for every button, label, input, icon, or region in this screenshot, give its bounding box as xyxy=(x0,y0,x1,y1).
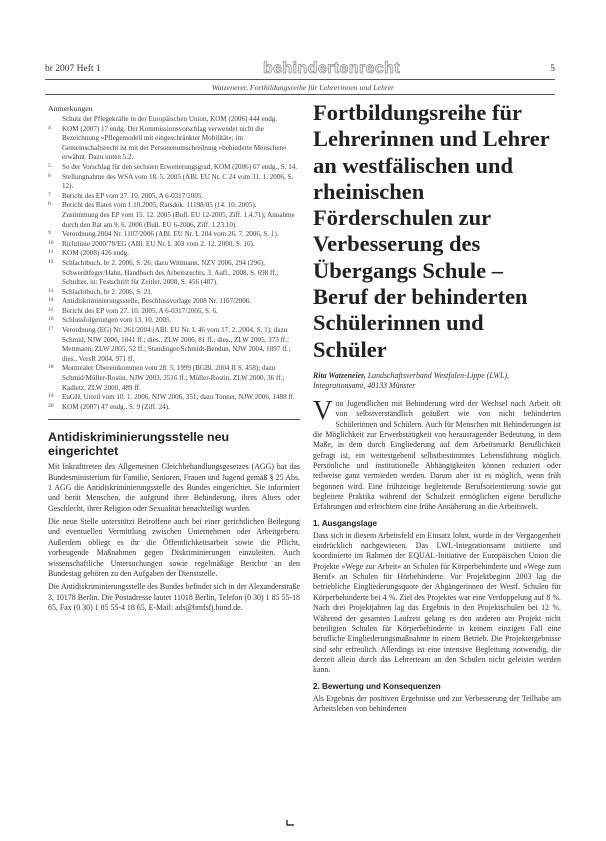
footnote-text: Bericht des Rates vom 1.10.2005, Ratsdok. 11198/05 (14. 10. 2005). xyxy=(62,201,257,210)
footnote-text: Stellungnahme des WSA vom 18. 5. 2005 (ABl. EU Nr. C 24 vom 31. 1. 2006, S. 12). xyxy=(62,172,294,191)
footnote-item xyxy=(48,125,300,163)
end-mark-icon xyxy=(286,820,295,826)
footnote-number: 7 xyxy=(48,191,51,198)
footnote-text: Verordnung 2004 Nr. 1107/2006 (ABl. EU Nr. L 204 vom 26. 7. 2006, S. 1). xyxy=(62,230,279,239)
footnotes-heading: Anmerkungen xyxy=(48,104,93,113)
footnote-item xyxy=(48,259,300,288)
footnote-item xyxy=(48,297,300,307)
author-affiliation: Landschaftsverband Westfalen-Lippe (LWL), Integrationsamt, 48133 Münster xyxy=(313,370,509,390)
page-number: 5 xyxy=(550,64,555,74)
section-title: Antidiskriminierungsstelle neu eingerichtet xyxy=(48,430,230,459)
footnote-number: 5 xyxy=(48,162,51,169)
footnote-number: 14 xyxy=(48,297,54,304)
footnote-item xyxy=(48,326,300,364)
footnote-item xyxy=(48,307,300,317)
footnote-number: 9 xyxy=(48,230,51,237)
footnote-item xyxy=(48,192,300,202)
intro-text: on Jugendlichen mit Behinderung wird der Wechsel nach Arbeit oft von selbstverständlich geäußert wie von nicht behinderten Schülerinnen und Schülern. Auch für Menschen mit Behinderungen ist die Möglichkeit zur Erwerbstätigkeit von herausragender Bedeutung, in dem Maße, in dem durch Eingliederung auf dem Arbeitsmarkt Beruflichkeit gefragt ist, ein weitestgehend selbstbestimmtes Lebensführung möglich. Persönliche und institutionelle Abhängigkeiten können reduziert oder teilweise ganz vermieden werden. Darum aber ist es möglich, wenn früh begonnen wird. Eine frühzeitige begleitende Berufsorientierung sowie gut begleitete Praktika während der Schulzeit ermöglichen eigene berufliche Erfahrungen und erleichtern eine frühe Annäherung an die Arbeitswelt. xyxy=(313,398,561,512)
footnote-number: 19 xyxy=(48,393,54,400)
drop-cap: V xyxy=(313,394,333,425)
footnote-text: Schlachtbuch, br 2. 2006, S. 21. xyxy=(62,287,153,296)
footnote-number: 11 xyxy=(48,249,54,256)
intro-paragraph xyxy=(313,394,561,513)
footnote-number: 10 xyxy=(48,239,54,246)
footnote-item xyxy=(48,211,300,230)
footnote-list xyxy=(48,115,300,412)
subsection-heading: 1. Ausgangslage xyxy=(313,518,378,528)
footnote-item xyxy=(48,115,300,125)
footnote-text: Zustimmung des EP vom 15. 12. 2005 (Bull. EU 12-2005, Ziff. 1.4.71); Annahme durch den Rat am 9. 6. 2006 (Bull. EU 6-2006, Ziff. 1.23.10). xyxy=(62,210,295,229)
body-paragraph: Die neue Stelle unterstützt Betroffene auch bei einer gerichtlichen Beilegung und eventuellen Vermittlung zwischen Unternehmen oder Arbeitgebern. Außerdem obliegt es ihr die Öffentlichkeitsarbeit sowie die Pflicht, vorbeugende Maßnahmen gegen Diskriminierungen einzuleiten. Auch wissenschaftliche Untersuchungen sowie regelmäßige Berichte an den Bundestag gehören zu den Aufgaben der Dienststelle. xyxy=(48,517,300,578)
footnote-item xyxy=(48,288,300,298)
issue-label: br 2007 Heft 1 xyxy=(45,64,101,74)
footnote-text: Richtlinie 2000/78/EG (ABl. EU Nr. L 303 vom 2. 12. 2000, S. 16). xyxy=(62,239,255,248)
subsection-heading: 2. Bewertung und Konsequenzen xyxy=(313,681,441,691)
body-paragraph: Mit Inkrafttreten des Allgemeinen Gleichbehandlungsgesetzes (AGG) hat das Bundesministerium für Familie, Senioren, Frauen und Jugend gemäß § 25 Abs. 1 AGG die Antidiskriminierungsstelle des Bundes eingerichtet. Sie informiert und berät Menschen, die aufgrund ihrer Behinderung, ihres Alters oder Geschlecht, ihrer Religion oder Sexualität benachteiligt wurden. xyxy=(48,462,300,513)
right-column xyxy=(313,100,561,717)
footnote-number: 20 xyxy=(48,402,54,409)
footnote-item xyxy=(48,393,300,403)
footnote-item xyxy=(48,201,300,211)
footnote-item xyxy=(48,173,300,192)
subtitle-rule xyxy=(45,94,555,95)
footnote-number: 12 xyxy=(48,258,54,265)
footnote-item xyxy=(48,240,300,250)
footnote-number: 13 xyxy=(48,287,54,294)
footnote-text: Antidiskriminierungsstelle, Beschlussvorlage 2008 Nr. 1107/2006. xyxy=(62,297,252,306)
footnote-item xyxy=(48,249,300,259)
footnote-number: 8 xyxy=(48,201,51,208)
footnote-number: 6 xyxy=(48,172,51,179)
footnote-number: 4 xyxy=(48,124,51,131)
body-paragraph: Die Antidiskriminierungsstelle des Bundes befindet sich in der Alexanderstraße 3, 10178 Berlin. Die Postadresse lautet 11018 Berlin, Telefon (0 30) 1 85 55-18 65, Fax (0 30) 1 85 55-4 18 65, E-Mail: ads@bmfsfj.bund.de. xyxy=(48,582,300,612)
footnote-item xyxy=(48,403,300,413)
header-rule xyxy=(45,79,555,80)
footnote-number: 17 xyxy=(48,326,54,333)
footnote-text: Schlachtbuch, br 2. 2006, S. 26; dazu Wittmann, NZV 2006, 294 (296); Schwerdtfeger/Hahn, Handbuch des Arbeitsrechts, 3. Aufl., 2008, S. 698 ff.; Schultze, in: Festschrift für Zeitler, 2008, S. 456 (487). xyxy=(62,258,279,287)
section-divider xyxy=(48,419,300,420)
body-paragraph: Als Ergebnis der positiven Ergebnisse und zur Verbesserung der Teilhabe am Arbeitsleben von behinderten xyxy=(313,693,561,713)
footnote-item xyxy=(48,364,300,393)
footnote-text: KOM (2007) 17 endg. Der Kommissionsvorschlag verwendet nicht die Bezeichnung »Pflegemodell mit eingeschränkter Mobilität«; im Gemeinschaftsrecht ist mit der Personenumschreibung »behinderte Menschen« erwähnt. Dazu unten 5.2. xyxy=(62,124,287,162)
running-subtitle: Watzenerer, Fortbildungsreihe für Lehrerinnen und Lehrer xyxy=(211,83,395,92)
footnote-text: Bericht des EP vom 27. 10. 2005, A 6-0317/2005. xyxy=(62,191,204,200)
footnote-item xyxy=(48,163,300,173)
footnote-text: Schlussfolgerungen vom 13. 10. 2005. xyxy=(62,316,172,325)
footnote-number: 15 xyxy=(48,306,54,313)
left-column xyxy=(48,104,300,616)
footnote-number: 16 xyxy=(48,316,54,323)
footnote-text: Bericht des EP vom 27. 10. 2005, A 6-0317/2005, S. 6. xyxy=(62,306,218,315)
author-name: Rita Watzeneier, xyxy=(313,370,366,380)
footnote-text: So der Vorschlag für den sechsten Erweiterungsgrad, KOM (2006) 67 endg., S. 14. xyxy=(62,162,298,171)
body-paragraph: Dass sich in diesem Arbeitsfeld ein Einsatz lohnt, wurde in der Vergangenheit eindrücklich nachgewiesen. Das LWL-Integrationsamt initiierte und koordinierte im Rahmen der EQUAL-Initiative der Europäischen Union die Projekte »Wege zur Arbeit« an Schulen für Körperbehinderte und »Wege zum Beruf« an Schulen für Hörbehinderte. Vor Projektbeginn 2003 lag die betriebliche Eingliederungsquote der Abgängerinnen der Westf. Schulen für Körperbehinderte bei 4 %. Ziel des Projektes war eine Verdoppelung auf 8 %. Nach drei Projektjahren lag das Ergebnis in den Projektschulen bei 12 %. Während der gesamten Laufzeit gelang es den anderen am Projekt nicht beteiligten Schulen für Körperbehinderte in keinem einzigen Fall eine berufliche Eingliederungsmaßnahme in einem Betrieb. Die Projektergebnisse sind sehr erfreulich. Allerdings ist eine intensive Begleitung notwendig, die derzeit allein durch das Lehrerteam an den Schulen nicht geleistet werden kann. xyxy=(313,530,561,675)
footnote-text: Schutz der Pflegekräfte in der Europäischen Union, KOM (2006) 444 endg. xyxy=(62,115,278,123)
footnote-text: KOM (2007) 47 endg., S. 9 (Ziff. 24). xyxy=(62,402,170,411)
author-line xyxy=(313,371,561,391)
article-title: Fortbildungsreihe für Lehrerinnen und Lehrer an westfälischen und rheinischen Förderschulen zur Verbesserung des Übergangs Schule – Beruf der behinderten Schülerinnen und Schüler xyxy=(313,100,550,362)
footnote-text: Montrealer Übereinkommen vom 28. 5. 1999 (BGBl. 2004 II S. 458); dazu Schmid/Müller-Rostin, NJW 2003, 3516 ff.; Müller-Rostin, ZLW 2000, 36 ff.; Kadletz, ZLW 2000, 489 ff. xyxy=(62,364,285,392)
running-header xyxy=(45,60,555,78)
footnote-text: KOM (2008) 426 endg. xyxy=(62,249,129,258)
journal-title: behindertenrecht xyxy=(263,60,401,77)
footnote-text: EuGH, Urteil vom 10. 1. 2006, NJW 2006, 351; dazu Tonner, NJW 2006, 1488 ff. xyxy=(62,393,295,402)
footnote-text: Verordnung (EG) Nr. 261/2004 (ABl. EU Nr. L 46 vom 17. 2. 2004, S. 1); dazu Schmid, NJW 2006, 1841 ff.; dies., ZLW 2006, 81 ff.; dies., ZLW 2005, 373 ff.; Mettmann, ZLW 2005, 52 ff.; Staudinger/Schmidt-Bendun, NJW 2004, 1897 ff.; dies., VersR 2004, 971 ff. xyxy=(62,326,291,363)
footnote-item xyxy=(48,316,300,326)
footnote-number: 18 xyxy=(48,364,54,371)
footnote-item xyxy=(48,230,300,240)
